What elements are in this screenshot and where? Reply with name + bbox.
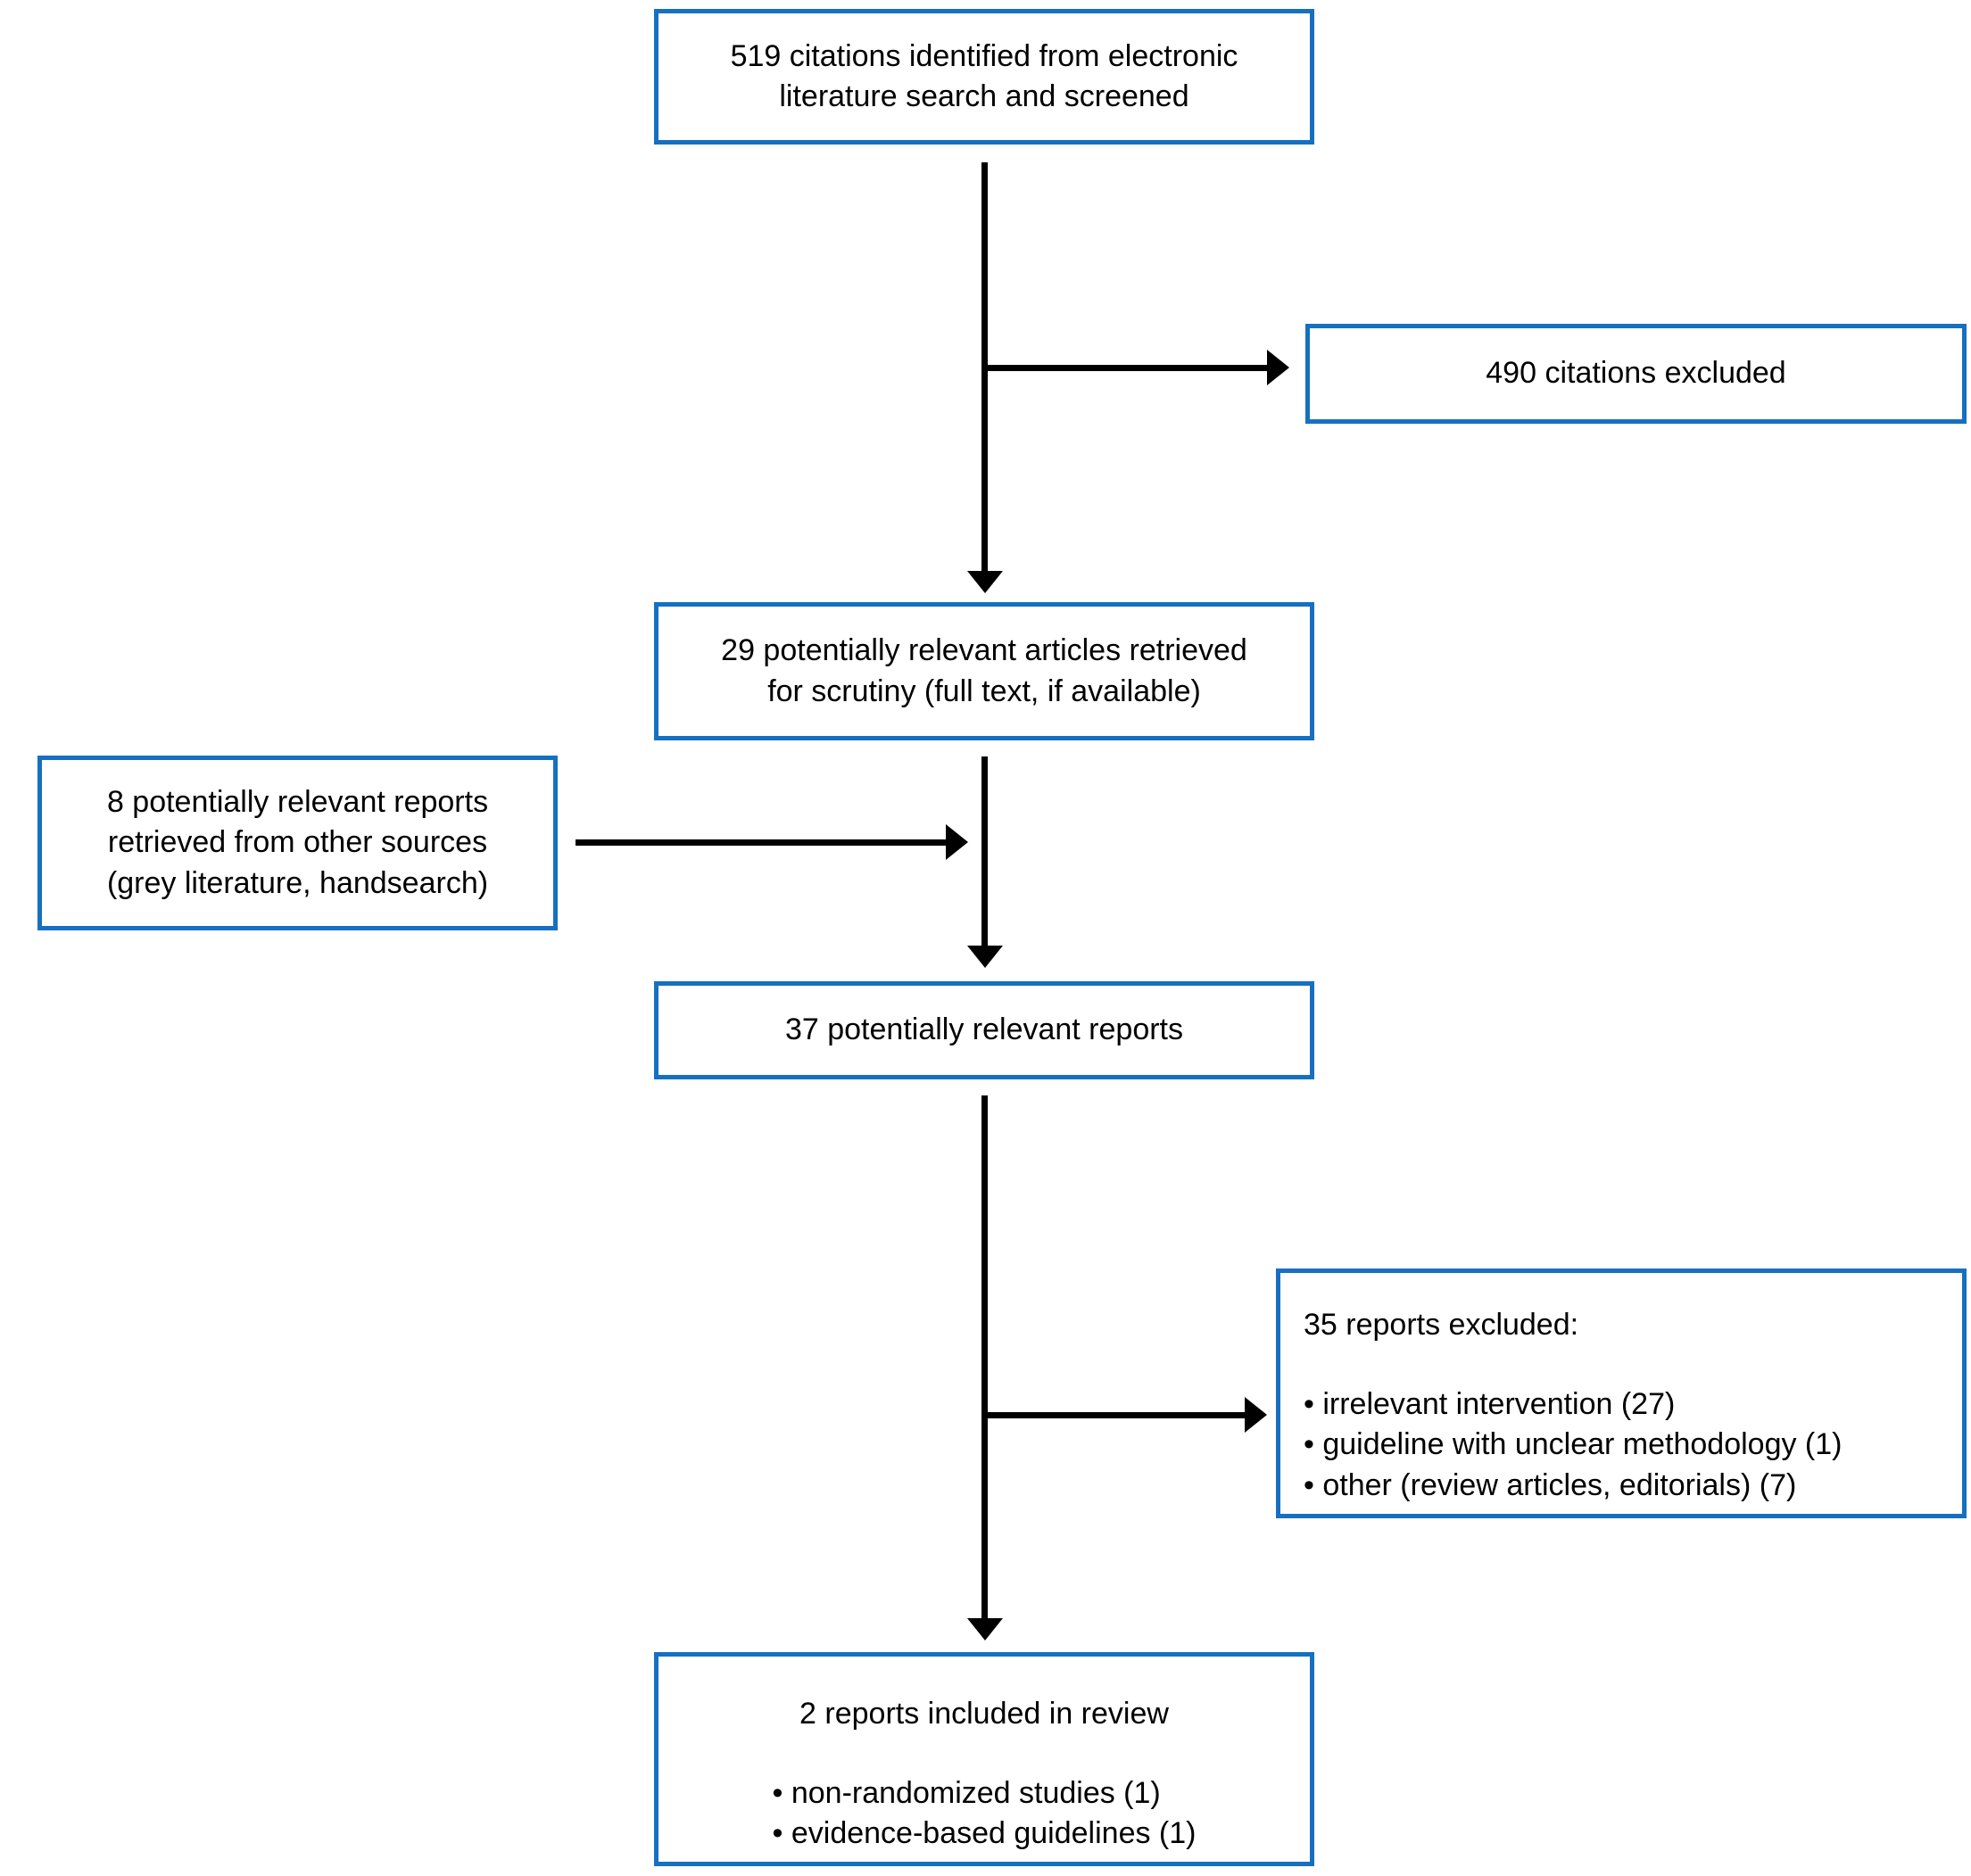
bullet-item: • non-randomized studies (1)	[773, 1773, 1197, 1814]
arrowhead-right-icon	[946, 824, 968, 860]
box-reports-excluded	[1276, 1269, 1967, 1518]
bullet-item: • other (review articles, editorials) (7)	[1304, 1466, 1937, 1506]
arrowhead-right-icon	[1267, 350, 1289, 385]
bullet-item: • evidence-based guidelines (1)	[773, 1814, 1197, 1854]
box-text-line: 37 potentially relevant reports	[784, 1012, 1184, 1047]
box-text-line: 29 potentially relevant articles retrieved	[721, 633, 1247, 668]
box-citations-identified	[654, 9, 1314, 145]
box-articles-retrieved	[654, 602, 1314, 740]
box-relevant-reports	[654, 981, 1314, 1079]
box-title: 2 reports included in review	[799, 1697, 1169, 1731]
bullet-list	[676, 1773, 1292, 1854]
arrowhead-down-icon	[967, 946, 1003, 968]
box-title: 35 reports excluded:	[1304, 1308, 1579, 1342]
box-text-line: 519 citations identified from electronic	[730, 38, 1238, 73]
arrow-line-other-sources-to-flow	[576, 839, 946, 846]
box-included-in-review	[654, 1652, 1314, 1866]
bullet-list-inner	[773, 1773, 1197, 1854]
box-text-line: retrieved from other sources	[107, 825, 488, 860]
bullet-item: • guideline with unclear methodology (1)	[1304, 1425, 1937, 1465]
bullet-item: • irrelevant intervention (27)	[1304, 1384, 1937, 1425]
box-text-line: for scrutiny (full text, if available)	[767, 674, 1201, 708]
arrow-line-to-excluded-citations	[981, 365, 1267, 371]
box-citations-excluded	[1305, 324, 1967, 424]
box-text-line: (grey literature, handsearch)	[106, 865, 489, 900]
box-text-line: 490 citations excluded	[1486, 356, 1786, 391]
arrowhead-down-icon	[967, 571, 1003, 593]
box-text-line: literature search and screened	[779, 79, 1189, 113]
box-text-line: 8 potentially relevant reports	[106, 785, 489, 820]
arrow-line-to-excluded-reports	[981, 1412, 1245, 1418]
arrowhead-down-icon	[967, 1618, 1003, 1640]
box-other-sources	[37, 756, 558, 930]
bullet-list	[1304, 1384, 1937, 1506]
arrow-line-retrieved-to-reports	[981, 756, 988, 946]
arrowhead-right-icon	[1245, 1397, 1267, 1433]
arrow-line-reports-to-included	[981, 1095, 988, 1618]
